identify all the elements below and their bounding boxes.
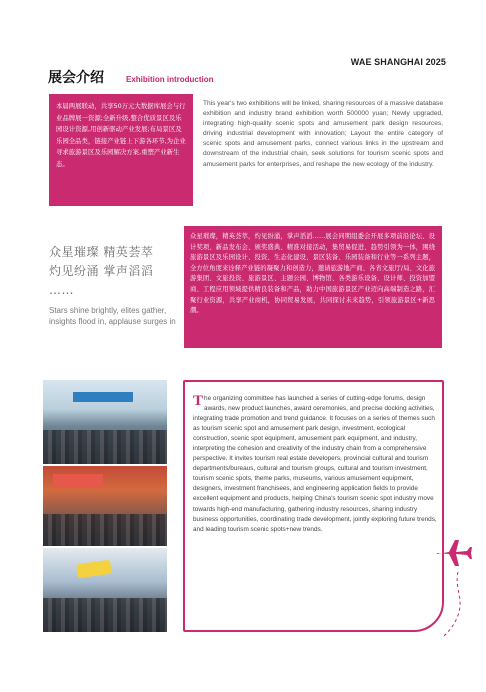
slogan-en: Stars shine brightly, elites gather, insights flood in, applause surges in [49,306,176,326]
booth-visitors-photo [43,548,167,632]
booth-sign [76,560,112,579]
slogan-cn [49,243,179,300]
airplane-icon [433,532,473,572]
flight-path-line [444,570,474,640]
slogan-cn-line-2: 灼见纷涌 掌声滔滔 [49,264,154,278]
audience [43,514,167,546]
intro-en-paragraph: This year's two exhibitions will be linked, sharing resources of a massive database exhibition and industry brand exhibition worth 500000 yuan; Newly upgraded, integrating high-quality scenic spots and amusement park design resources, driving industrial development with innovation; Layout the entire category of scenic spots and amusement parks, connect various links in the upstream and downstream of the industrial chain, seek solutions for tourism scenic spots and amusement parks for enterprises, and reshape the new ecology of the industry. [203,100,443,168]
exhibition-hall-photo [43,380,167,464]
forum-photo [43,466,167,546]
committee-text: he organizing committee has launched a series of cutting-edge forums, design awards, new product launches, award ceremonies, and precise docking activities, integrating trade promotion and trend guidance. It focuses on a series of themes such as tourism scenic spot and amusement park design, investment, ecological construction, scenic spot equipment, amusement park equipment, and industry, interpreting the cohesion and creativity of the industry chain from a comprehensive perspective. It invites tourism real estate developers, provincial cultural and tourism departments/bureaus, cultural and tourism groups, cultural and tourism investment, tourism scenic spots, theme parks, museums, various amusement equipment, designers, investment franchisees, and engineering application fields to provide excellent equipment and products, helping China's tourism scenic spot industry move towards high-end manufacturing, gathering industry resources, sharing industry business opportunities, coordinating trade development, jointly exploring future trends, and leading tourism scenic spots+new trends. [193,395,437,533]
dropcap-letter: T [193,393,204,409]
booth-banner [73,392,133,402]
slogan-cn-line-3: …… [49,283,74,297]
crowd [43,430,167,464]
stage-banner [53,474,103,488]
page-title: 展会介绍 [48,70,104,86]
cn-detail-block: 众星璀璨，精英荟萃，灼见纷涌，掌声滔滔……展会同期组委会开展多项前沿论坛、设计奖项、新品发布会、颁奖盛典、精准对接活动，集贸易促进、趋势引领为一体，围绕旅游景区及乐园设计、投资、生态化建设、景区装备、乐园装备和行业等一系列主题，全方位角度来诠释产业链的凝聚力和创造力，邀请旅游地产商、各省文旅厅/局、文化旅游集团、文旅投资、旅游景区、主题公园、博物馆、各类游乐设备、设计师、投资加盟商、工程应用领域提供精良装备和产品，助力中国旅游景区产业迈向高端制造之路，汇聚行业资源，共享产业商机，协同贸易发展，共同探讨未来趋势，引领旅游景区+新思潮。 [184,226,442,348]
visitors [43,598,167,632]
slogan-cn-line-1: 众星璀璨 精英荟萃 [49,245,154,259]
page-subtitle: Exhibition introduction [126,75,214,84]
committee-paragraph [193,394,437,535]
header-brand: WAE SHANGHAI 2025 [350,57,446,67]
intro-cn-block: 本届两展联动，共享50万元大数据库展会与行业品牌展一资源;全新升级,整合优质景区及乐园设计资源,用创新驱动产业发展;布局景区及乐园全品类，链接产业链上下游各环节,为企业寻求旅游景区及乐园解决方案,重塑产业新生态。 [49,94,193,206]
